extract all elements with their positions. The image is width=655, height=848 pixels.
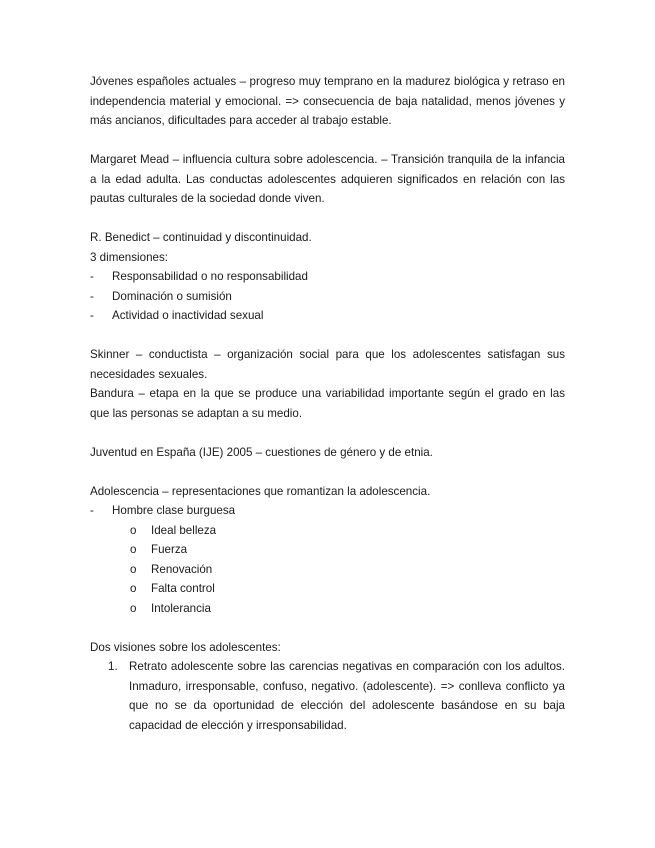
paragraph-juventud: Juventud en España (IJE) 2005 – cuestiones de género y de etnia.	[90, 445, 433, 459]
dash-bullet: -	[90, 289, 94, 303]
document-body	[90, 72, 565, 735]
sub-list-item	[90, 560, 565, 580]
paragraph-dimensiones: 3 dimensiones:	[90, 250, 168, 264]
paragraph-dos-visiones: Dos visiones sobre los adolescentes:	[90, 640, 281, 654]
paragraph-benedict: R. Benedict – continuidad y discontinuidad.	[90, 231, 312, 244]
sub-list-item	[90, 579, 565, 599]
list-item-text: Responsabilidad o no responsabilidad	[112, 270, 308, 283]
dash-bullet: -	[90, 504, 94, 517]
sub-list-item-text: Ideal belleza	[151, 523, 217, 537]
list-item	[90, 267, 565, 287]
sub-list-item	[90, 521, 565, 541]
sub-list-item	[90, 599, 565, 619]
circle-bullet: o	[130, 562, 137, 576]
circle-bullet: o	[130, 601, 137, 615]
sub-list-item-text: Renovación	[151, 562, 213, 576]
dash-bullet: -	[90, 270, 94, 283]
list-item	[90, 501, 565, 521]
paragraph-margaret-mead: Margaret Mead – influencia cultura sobre adolescencia. – Transición tranquila de la infancia a la edad adulta. Las conductas adolescentes adquieren significados en relación con las pautas culturales de la sociedad donde viven.	[90, 153, 565, 205]
list-item	[90, 287, 565, 307]
circle-bullet: o	[130, 523, 137, 537]
sub-list-item	[90, 540, 565, 560]
list-item-text: Hombre clase burguesa	[112, 504, 236, 517]
paragraph-adolescencia: Adolescencia – representaciones que romantizan la adolescencia.	[90, 484, 431, 498]
circle-bullet: o	[130, 582, 137, 595]
list-item-text: Dominación o sumisión	[112, 289, 232, 303]
dash-bullet: -	[90, 309, 94, 322]
paragraph-skinner: Skinner – conductista – organización social para que los adolescentes satisfagan sus necesidades sexuales.	[90, 348, 565, 381]
circle-bullet: o	[130, 543, 137, 556]
numbered-item	[90, 657, 565, 735]
sub-list-item-text: Fuerza	[151, 543, 188, 556]
paragraph-jovenes: Jóvenes españoles actuales – progreso muy temprano en la madurez biológica y retraso en independencia material y emocional. => consecuencia de baja natalidad, menos jóvenes y más ancianos, dificultades para acceder al trabajo estable.	[90, 75, 565, 127]
list-item-text: Actividad o inactividad sexual	[112, 309, 264, 322]
numbered-item-text: Retrato adolescente sobre las carencias negativas en comparación con los adultos. Inmaduro, irresponsable, confuso, negativo. (adolescente). => conlleva conflicto ya que no se da oportunidad de elección del adolescente basándose en su baja capacidad de elección y irresponsabilidad.	[129, 660, 565, 732]
paragraph-bandura: Bandura – etapa en la que se produce una variabilidad importante según el grado en las que las personas se adaptan a su medio.	[90, 387, 565, 420]
numbered-item-label: 1.	[108, 660, 118, 673]
list-item	[90, 306, 565, 326]
sub-list-item-text: Intolerancia	[151, 601, 211, 615]
sub-list-item-text: Falta control	[151, 582, 215, 595]
